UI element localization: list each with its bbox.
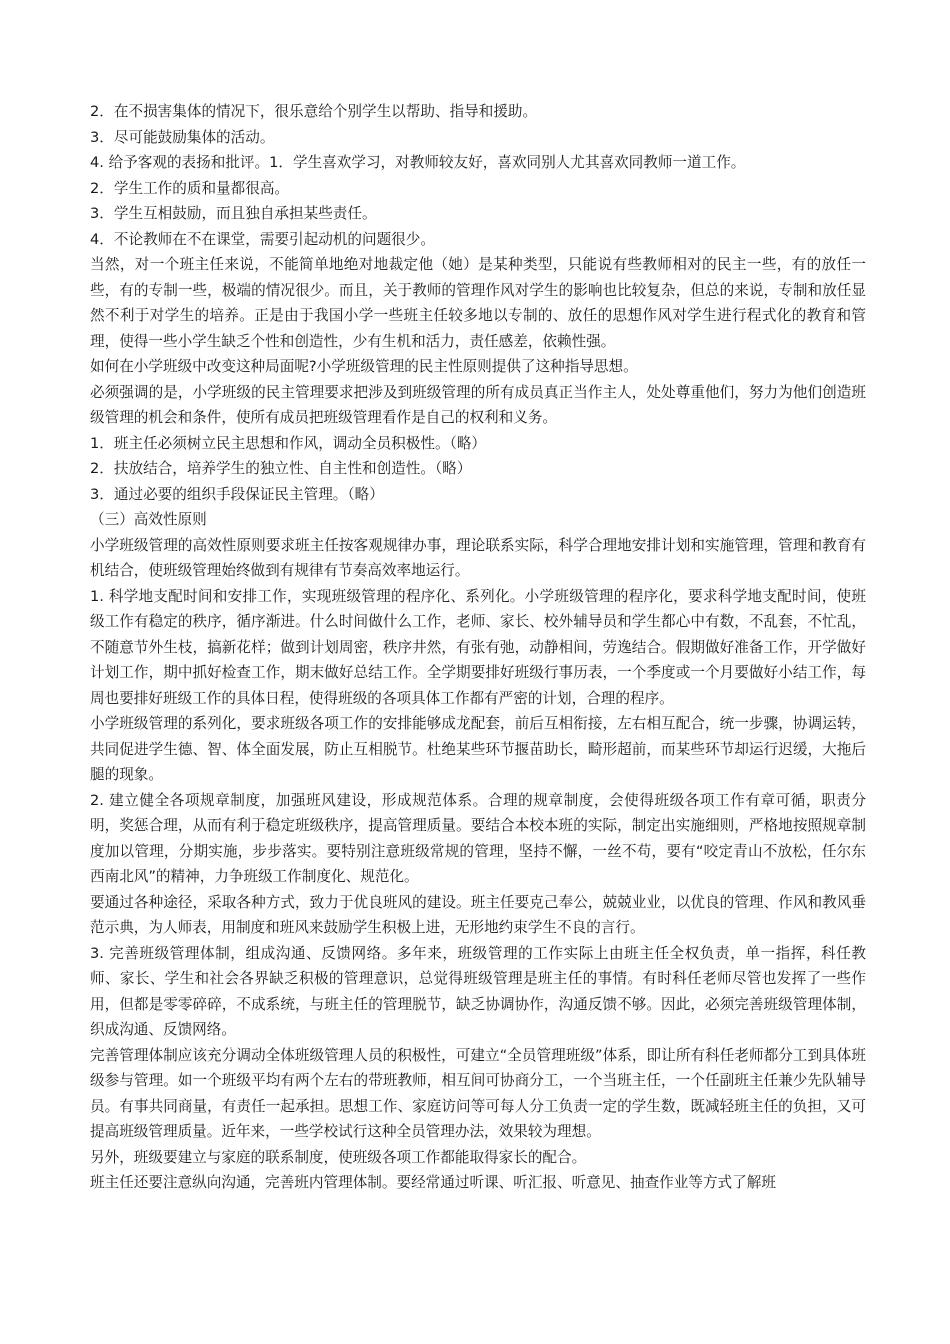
paragraph-teacher-style: 当然，对一个班主任来说，不能简单地绝对地裁定他（她）是某种类型，只能说有些教师相对的民主一些，有的放任一些，有的专制一些，极端的情况很少。而且，关于教师的管理作风对学生的影响也比较复杂，但总的来说，专制和放任显然不利于对学生的培养。正是由于我国小学一些班主任较多地以专制的、放任的思想作风对学生进行程式化的教育和管理，使得一些小学生缺乏个性和创造性，少有生机和活力，责任感差，依赖性强。 [90,256,866,350]
list-item-4: 4. 给予客观的表扬和批评。1．学生喜欢学习，对教师较友好，喜欢同别人尤其喜欢同教师一道工作。 [90,154,746,171]
paragraph-serialization: 小学班级管理的系列化，要求班级各项工作的安排能够成龙配套，前后互相衔接，左右相互配合，统一步骤，协调运转，共同促进学生德、智、体全面发展，防止互相脱节。杜绝某些环节揠苗助长，畸形超前，而某些环节却运行迟缓，大拖后腿的现象。 [90,715,866,783]
list-item-2b: 2．学生工作的质和量都很高。 [90,179,290,197]
paragraph-efficiency-2: 2. 建立健全各项规章制度，加强班风建设，形成规范体系。合理的规章制度，会使得班级各项工作有章可循，职责分明，奖惩合理，从而有利于稳定班级秩序，提高管理质量。要结合本校本班的实际，制定出实施细则，严格地按照规章制度加以管理，分期实施，步步落实。要特别注意班级常规的管理，坚持不懈，一丝不苟，要有“咬定青山不放松，任尔东西南北风”的精神，力争班级工作制度化、规范化。 [90,791,866,885]
list-item-3b: 3．学生互相鼓励，而且独自承担某些责任。 [90,205,377,222]
list-item-3: 3．尽可能鼓励集体的活动。 [90,128,275,146]
paragraph-vertical-communication: 班主任还要注意纵向沟通，完善班内管理体制。要经常通过听课、听汇报、听意见、抽查作业等方式了解班 [90,1174,776,1191]
list-item-4b: 4．不论教师在不在课堂，需要引起动机的问题很少。 [90,230,435,248]
section-heading-efficiency: （三）高效性原则 [90,511,207,528]
list-item-democratic-3: 3．通过必要的组织手段保证民主管理。（略） [90,485,384,503]
paragraph-full-management: 完善管理体制应该充分调动全体班级管理人员的积极性，可建立“全员管理班级”体系，即让所有科任老师都分工到具体班级参与管理。如一个班级平均有两个左右的带班教师，相互间可协商分工，一个当班主任，一个任副班主任兼少先队辅导员。有事共同商量，有责任一起承担。思想工作、家庭访问等可每人分工负责一定的学生数，既减轻班主任的负担，又可提高班级管理质量。近年来，一些学校试行这种全员管理办法，效果较为理想。 [90,1046,866,1140]
paragraph-efficiency-3: 3. 完善班级管理体制，组成沟通、反馈网络。多年来，班级管理的工作实际上由班主任全权负责，单一指挥，科任教师、家长、学生和社会各界缺乏积极的管理意识，总觉得班级管理是班主任的事情。有时科任老师尽管也发挥了一些作用，但都是零零碎碎，不成系统，与班主任的管理脱节，缺乏协调协作，沟通反馈不够。因此，必须完善班级管理体制，织成沟通、反馈网络。 [90,944,866,1038]
document-body [90,99,866,1196]
list-item-democratic-1: 1．班主任必须树立民主思想和作风，调动全员积极性。（略） [90,434,487,452]
list-item-2: 2．在不损害集体的情况下，很乐意给个别学生以帮助、指导和援助。 [90,103,538,120]
paragraph-efficiency-1: 1. 科学地支配时间和安排工作，实现班级管理的程序化、系列化。小学班级管理的程序化，要求科学地支配时间，使班级工作有稳定的秩序，循序渐进。什么时间做什么工作，老师、家长、校外辅导员和学生都心中有数，不乱套，不忙乱，不随意节外生枝，搞新花样；做到计划周密，秩序井然，有张有弛，动静相间，劳逸结合。假期做好准备工作，开学做好计划工作，期中抓好检查工作，期末做好总结工作。全学期要排好班级行事历表，一个季度或一个月要做好小结工作，每周也要排好班级工作的具体日程，使得班级的各项具体工作都有严密的计划，合理的程序。 [90,587,866,707]
paragraph-class-style: 要通过各种途径，采取各种方式，致力于优良班风的建设。班主任要克己奉公，兢兢业业，以优良的管理、作风和教风垂范示典，为人师表，用制度和班风来鼓励学生积极上进，无形地约束学生不良的言行。 [90,893,866,936]
paragraph-democratic: 必须强调的是，小学班级的民主管理要求把涉及到班级管理的所有成员真正当作主人，处处尊重他们，努力为他们创造班级管理的机会和条件，使所有成员把班级管理看作是自己的权利和义务。 [90,383,866,426]
paragraph-question: 如何在小学班级中改变这种局面呢?小学班级管理的民主性原则提供了这种指导思想。 [90,358,638,375]
paragraph-efficiency-intro: 小学班级管理的高效性原则要求班主任按客观规律办事，理论联系实际，科学合理地安排计划和实施管理，管理和教育有机结合，使班级管理始终做到有规律有节奏高效率地运行。 [90,536,866,579]
list-item-democratic-2: 2．扶放结合，培养学生的独立性、自主性和创造性。（略） [90,460,472,477]
paragraph-family-contact: 另外，班级要建立与家庭的联系制度，使班级各项工作都能取得家长的配合。 [90,1148,587,1166]
